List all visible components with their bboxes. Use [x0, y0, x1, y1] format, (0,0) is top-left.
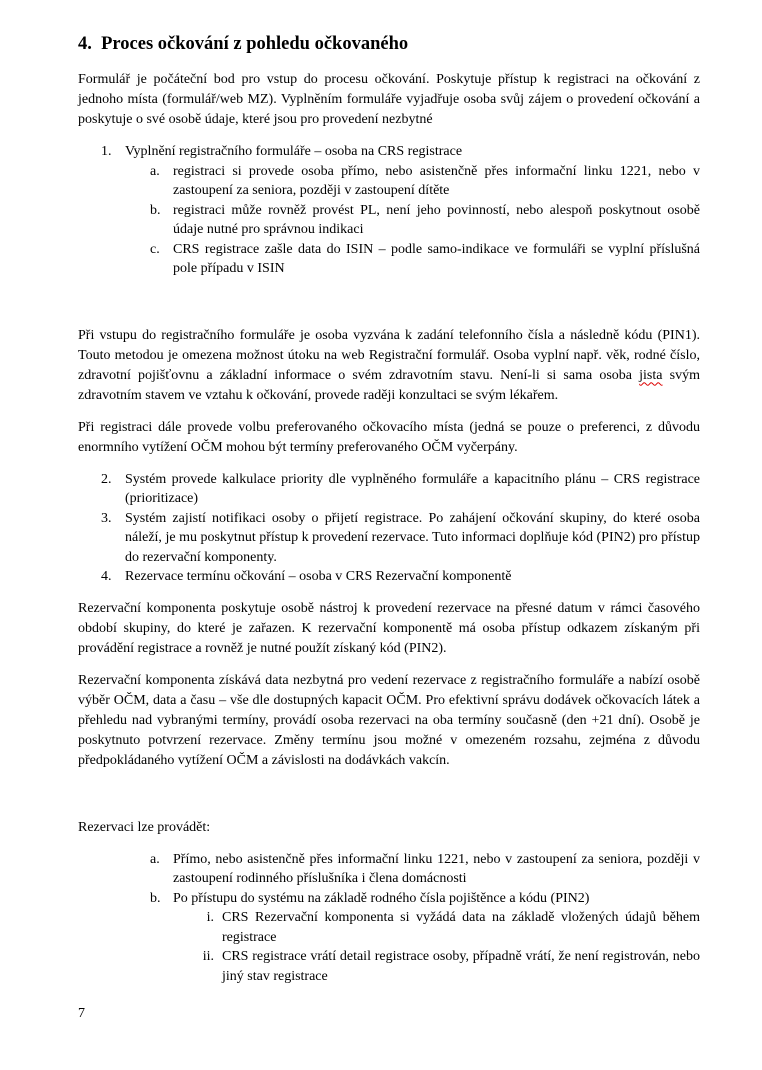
- list-letter: c.: [150, 241, 160, 257]
- list-letter: b.: [150, 202, 161, 218]
- reservation-subitem-ii: [78, 947, 700, 986]
- list-item-2: [78, 470, 700, 509]
- reservation-subitem-i: [78, 908, 700, 947]
- list-number: 1.: [101, 144, 112, 159]
- sublist-item-a: [78, 162, 700, 201]
- paragraph-reservation-options: Rezervaci lze provádět:: [78, 819, 211, 835]
- list-letter: a.: [150, 163, 160, 179]
- paragraph-registration-form: Při vstupu do registračního formuláře je osoba vyzvána k zadání telefonního čísla a následně kódu (PIN1). Touto metodou je omezena možnost útoku na web Registrační formulář. Osoba vyplní např. věk, rodné číslo, zdravotní pojišťovnu a základní informace o svém zdravotním stavu. Není-li si sama osoba jista svým zdravotním stavem ve vztahu k očkování, provede raději konzultaci se svým lékařem.: [78, 327, 700, 403]
- list-text: Přímo, nebo asistenčně přes informační linku 1221, nebo v zastoupení za seniora, později v zastoupení rodinného příslušníka i člena domácnosti: [173, 851, 700, 886]
- list-text: registraci může rovněž provést PL, není jeho povinností, nebo alespoň poskytnout osobě údaje nutné pro správnou indikaci: [173, 202, 700, 237]
- list-text: Systém zajistí notifikaci osoby o přijetí registrace. Po zahájení očkování skupiny, do které osoba náleží, je mu poskytnut přístup k provedení rezervace. Tuto informaci doplňuje kód (PIN2) pro přístup do rezervační komponenty.: [125, 510, 700, 565]
- spellcheck-flagged-word: jista: [639, 367, 663, 383]
- list-text: Vyplnění registračního formuláře – osoba na CRS registrace: [125, 144, 463, 159]
- list-number: 2.: [101, 471, 112, 487]
- list-text: CRS Rezervační komponenta si vyžádá data na základě vložených údajů během registrace: [222, 910, 700, 945]
- list-roman: i.: [206, 910, 214, 925]
- paragraph-intro: Formulář je počáteční bod pro vstup do procesu očkování. Poskytuje přístup k registraci na očkování z jednoho místa (formulář/web MZ). Vyplněním formuláře vyjadřuje osoba svůj zájem o provedení očkování a poskytuje o své osobě údaje, které jsou pro provedení nezbytné: [78, 72, 700, 127]
- list-item-1: [78, 142, 700, 162]
- list-number: 3.: [101, 510, 112, 526]
- list-text: registraci si provede osoba přímo, nebo asistenčně přes informační linku 1221, nebo v zastoupení za seniora, později v zastoupení dítěte: [173, 163, 700, 198]
- list-text: CRS registrace vrátí detail registrace osoby, případně vrátí, že není registrován, nebo jiný stav registrace: [222, 949, 700, 984]
- paragraph-preferred-site: Při registraci dále provede volbu preferovaného očkovacího místa (jedná se pouze o preferenci, z důvodu enormního vytížení OČM mohou být termíny preferovaného OČM vyčerpány.: [78, 419, 700, 455]
- sublist-item-c: [78, 240, 700, 279]
- paragraph-reservation-data: Rezervační komponenta získává data nezbytná pro vedení rezervace z registračního formuláře a nabízí osobě výběr OČM, data a času – vše dle dostupných kapacit OČM. Pro efektivní správu dodávek očkovacích látek a přehledu nad vybranými termíny, provádí osoba rezervaci na oba termíny současně (den +21 dní). Osobě je poskytnuto potvrzení rezervace. Změny termínu jsou možné v omezeném rozsahu, zejména z důvodu předpokládaného vytížení OČM a závislosti na dodávkách vakcín.: [78, 672, 700, 768]
- reservation-item-a: [78, 850, 700, 889]
- list-text: CRS registrace zašle data do ISIN – podle samo-indikace ve formuláři se vyplní příslušná pole případu v ISIN: [173, 241, 700, 276]
- sublist-item-b: [78, 201, 700, 240]
- list-text: Rezervace termínu očkování – osoba v CRS Rezervační komponentě: [125, 569, 512, 584]
- section-title: Proces očkování z pohledu očkovaného: [101, 34, 409, 54]
- list-item-3: [78, 509, 700, 568]
- section-heading: [78, 33, 700, 55]
- reservation-item-b: [78, 889, 700, 909]
- list-roman: ii.: [202, 949, 214, 964]
- paragraph-reservation-component: Rezervační komponenta poskytuje osobě nástroj k provedení rezervace na přesné datum v rámci časového období skupiny, do které je zařazen. K rezervační komponentě má osoba přístup odkazem získaným při provádění registrace a rovněž je nutné použít získaný kód (PIN2).: [78, 600, 700, 656]
- page-number: 7: [78, 1006, 85, 1021]
- list-number: 4.: [101, 569, 112, 584]
- section-number: 4.: [78, 34, 92, 54]
- list-letter: a.: [150, 851, 160, 867]
- page-content: [78, 33, 700, 986]
- list-letter: b.: [150, 890, 161, 906]
- list-item-4: [78, 567, 700, 587]
- list-text: Systém provede kalkulace priority dle vyplněného formuláře a kapacitního plánu – CRS registrace (prioritizace): [125, 471, 700, 506]
- list-text: Po přístupu do systému na základě rodného čísla pojištěnce a kódu (PIN2): [173, 890, 590, 906]
